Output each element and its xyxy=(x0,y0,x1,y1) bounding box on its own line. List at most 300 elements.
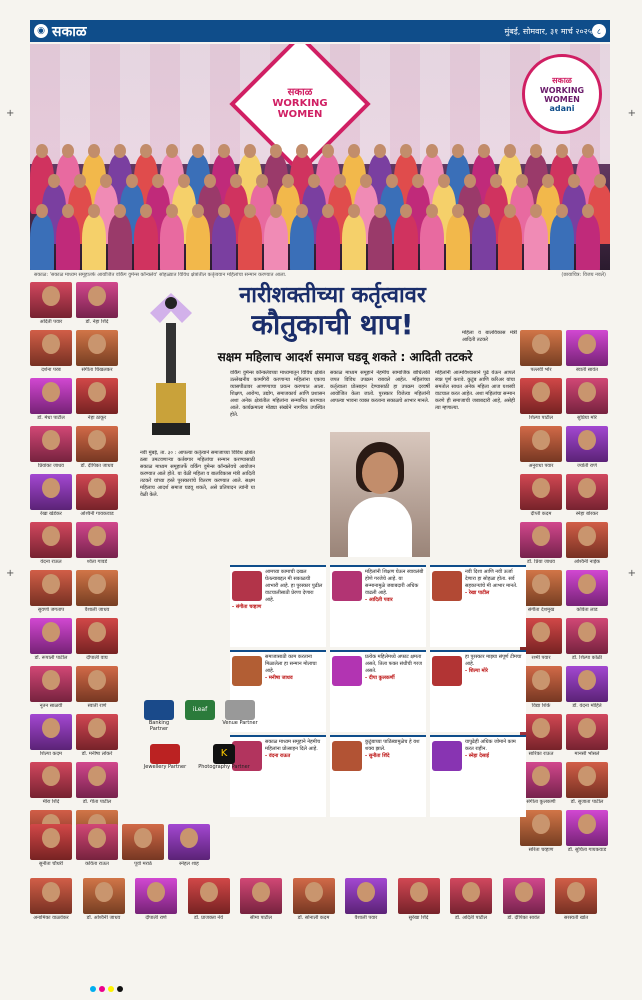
honoree-card xyxy=(76,570,118,613)
honoree-name: डॉ. गीता पाटील xyxy=(82,799,112,805)
hero-photo xyxy=(30,44,610,270)
badge-paper: सकाळ xyxy=(552,76,572,85)
honoree-name: विद्या शिर्के xyxy=(531,703,551,709)
honoree-photo xyxy=(566,618,608,654)
crowd-face xyxy=(348,204,360,218)
crowd-face xyxy=(386,174,398,188)
venue-partner xyxy=(220,700,260,726)
quote-avatar xyxy=(432,571,462,601)
crowd-face xyxy=(140,204,152,218)
minister-photo xyxy=(330,432,430,557)
crowd-face xyxy=(88,144,100,158)
honoree-photo xyxy=(345,878,387,914)
crowd-face xyxy=(140,144,152,158)
honoree-card xyxy=(566,570,608,613)
honoree-photo xyxy=(566,378,608,414)
honoree-card xyxy=(240,878,282,921)
honoree-card xyxy=(566,330,608,373)
quote-text: कुटुंबाच्या पाठिंब्यामुळेच हे यश शक्य झाले. xyxy=(365,739,420,752)
honoree-name: स्नेहल शाह xyxy=(179,861,199,867)
honoree-name: सुवर्णा जगताप xyxy=(37,607,65,613)
main-headline xyxy=(205,283,460,341)
honoree-name: सुनीता चौधरी xyxy=(38,861,64,867)
honoree-card xyxy=(566,618,608,661)
honoree-card xyxy=(76,666,118,709)
honoree-name: नेहा ठाकूर xyxy=(87,415,107,421)
honoree-card xyxy=(520,378,562,421)
honoree-photo xyxy=(76,824,118,860)
crowd-person xyxy=(394,214,418,270)
honoree-photo xyxy=(520,426,562,462)
honoree-card xyxy=(450,878,492,921)
banking-partner-label: Banking Partner xyxy=(148,720,170,732)
honoree-name: रेखा खेडेकर xyxy=(40,511,62,517)
honoree-photo xyxy=(30,570,72,606)
honoree-card xyxy=(566,762,608,805)
honoree-photo xyxy=(566,666,608,702)
honoree-photo xyxy=(503,878,545,914)
quote-author: - संगीता चव्हाण xyxy=(232,604,262,610)
honoree-name: पूर्वा मराठे xyxy=(134,861,152,867)
quote-text: सकाळ माध्यम समूहाने नेहमीच महिलांना प्रोत्साहन दिले आहे. xyxy=(265,739,321,752)
honoree-name: कविता राऊत xyxy=(85,861,109,867)
honoree-card xyxy=(30,666,72,709)
honoree-photo xyxy=(30,714,72,750)
honoree-card xyxy=(566,810,608,853)
banner-line1: सकाळ xyxy=(287,87,313,98)
quote-author: - स्नेहा देसाई xyxy=(465,753,489,759)
crowd-face xyxy=(530,204,542,218)
honoree-name: प्रियांका जाधव xyxy=(38,463,64,469)
body-intro: नवी मुंबई, ता. ३० : आपल्या कर्तृत्वाने समाजाच्या विविध क्षेत्रांत ठसा उमटवणाऱ्या कर्तबगार महिलांचा सन्मान करण्यासाठी सकाळ माध्यम समूहातर्फे वर्किंग वुमेन्स कॉन्क्लेवचे आयोजन करण्यात आले होते. या वेळी महिला व बालविकास मंत्री आदिती तटकरे यांच्या हस्ते पुरस्कारांचे वितरण करण्यात आले. सक्षम महिलाच आदर्श समाज घडवू शकते, असे प्रतिपादन त्यांनी या वेळी केले. xyxy=(140,450,255,498)
crowd-face xyxy=(36,204,48,218)
paper-logo xyxy=(30,22,86,41)
honoree-name: ज्योती राणे xyxy=(577,463,597,469)
honoree-card xyxy=(30,824,72,867)
honoree-name: सरिता चव्हाण xyxy=(528,847,554,853)
crop-mark-right: + xyxy=(627,108,636,119)
honoree-name: दीपाली वाघ xyxy=(86,655,108,661)
crowd-face xyxy=(270,144,282,158)
honoree-name: डॉ. सुचिता गायकवाड xyxy=(567,847,607,853)
banner-line2: WORKING xyxy=(272,98,328,109)
crowd-face xyxy=(166,204,178,218)
honoree-photo xyxy=(135,878,177,914)
crowd-face xyxy=(426,144,438,158)
honoree-card xyxy=(76,522,118,565)
honoree-photo xyxy=(566,570,608,606)
honoree-name: डॉ. मेधा पाटील xyxy=(37,415,65,421)
crowd-face xyxy=(192,204,204,218)
crowd-face xyxy=(400,204,412,218)
photography-partner: K Photography Partner xyxy=(196,744,252,770)
crowd-face xyxy=(296,204,308,218)
honoree-name: शिल्पा कदम xyxy=(39,751,63,757)
quote-text: आमच्या कामाची दखल घेतल्याबद्दल मी सकाळची आभारी आहे. हा पुरस्कार पुढील वाटचालीसाठी प्रेरणा देणारा आहे. xyxy=(265,569,323,603)
body-col2: वर्किंग वुमेन्स कॉन्क्लेवच्या माध्यमातून विविध क्षेत्रांत उल्लेखनीय कामगिरी करणाऱ्या महिलांना एकाच व्यासपीठावर आणण्याचा प्रयत्न करण्यात आला. शिक्षण, आरोग्य, उद्योग, समाजकार्य आणि प्रशासन अशा अनेक क्षेत्रांतील महिलांना सन्मानित करण्यात आले. कार्यक्रमाला मोठ्या संख्येने नागरिक उपस्थित होते. xyxy=(230,370,325,418)
honoree-name: डॉ. शिल्पा कोळी xyxy=(572,655,602,661)
crowd-face xyxy=(556,204,568,218)
honoree-name: डॉ. प्राजक्ता नेवे xyxy=(194,915,223,921)
honoree-name: अनामिका वाळवेकर xyxy=(33,915,69,921)
quote-card xyxy=(330,650,426,732)
honoree-card xyxy=(30,378,72,421)
crowd-face xyxy=(48,174,60,188)
crowd-face xyxy=(334,174,346,188)
honoree-photo xyxy=(76,666,118,702)
venue-partner-label: Venue Partner xyxy=(222,720,258,726)
honoree-photo xyxy=(520,618,562,654)
body-col3: महिलांनी आत्मविश्वासाने पुढे येऊन आपले स्वप्न पूर्ण करावे. कुटुंब आणि करिअर यांचा समतोल साधत अनेक महिला आज यशस्वी वाटचाल करत आहेत. अशा महिलांचा सन्मान करणे ही समाजाची जबाबदारी आहे, असेही त्या म्हणाल्या. xyxy=(435,370,515,411)
honoree-photo xyxy=(76,762,118,798)
crowd-face xyxy=(256,174,268,188)
registration-dots xyxy=(90,986,123,992)
crowd-face xyxy=(504,144,516,158)
crowd-person xyxy=(134,214,158,270)
badge-line1: WORKING xyxy=(539,86,585,95)
honoree-photo xyxy=(555,878,597,914)
honoree-card xyxy=(83,878,125,921)
crowd-face xyxy=(594,174,606,188)
crowd-person xyxy=(524,214,548,270)
crowd-face xyxy=(218,144,230,158)
honoree-name: डॉ. दीपिका सावंत xyxy=(507,915,540,921)
honoree-photo xyxy=(398,878,440,914)
crowd-face xyxy=(516,174,528,188)
honoree-card xyxy=(76,282,118,325)
honoree-name: डॉ. रूपाली पाटील xyxy=(34,655,68,661)
crowd-person xyxy=(264,214,288,270)
honoree-card xyxy=(398,878,440,921)
crowd-face xyxy=(426,204,438,218)
honoree-card xyxy=(30,282,72,325)
crowd-face xyxy=(478,204,490,218)
honoree-card xyxy=(30,330,72,373)
crowd-face xyxy=(244,204,256,218)
crop-mark-right2: + xyxy=(627,568,636,579)
quote-avatar xyxy=(432,656,462,686)
jewellery-partner-label: Jewellery Partner xyxy=(143,764,187,770)
hero-caption xyxy=(30,270,610,280)
honoree-card xyxy=(555,878,597,921)
honoree-photo xyxy=(188,878,230,914)
crowd-face xyxy=(62,204,74,218)
quote-author: - मनीषा जाधव xyxy=(265,675,293,681)
honoree-name: मीरा शिंदे xyxy=(42,799,60,805)
crop-mark-left: + xyxy=(6,108,15,119)
honoree-photo xyxy=(520,522,562,558)
crowd-person xyxy=(186,214,210,270)
honoree-photo xyxy=(30,282,72,318)
honoree-name: सरस्वती खोत xyxy=(563,915,589,921)
honoree-name: शिल्पा पाटील xyxy=(529,415,553,421)
honoree-photo xyxy=(520,570,562,606)
honoree-name: डॉ. सोनाली कदम xyxy=(297,915,330,921)
honoree-card xyxy=(566,474,608,517)
honoree-name: डॉ. अश्विनी जाधव xyxy=(86,915,121,921)
crowd-person xyxy=(342,214,366,270)
honoree-card xyxy=(30,570,72,613)
quote-avatar xyxy=(332,656,362,686)
group-photo xyxy=(30,144,610,270)
crowd-face xyxy=(230,174,242,188)
honoree-name: वैशाली जाधव xyxy=(84,607,110,613)
honoree-name: दर्शना परब xyxy=(41,367,61,373)
honoree-name: दीप्ती कदम xyxy=(530,511,552,517)
honoree-photo xyxy=(240,878,282,914)
honoree-photo xyxy=(30,522,72,558)
honoree-name: पल्लवी भोर xyxy=(530,367,552,373)
crowd-face xyxy=(374,204,386,218)
quote-author: - सुनीता शिंदे xyxy=(365,753,390,759)
honoree-name: दीपाली राणे xyxy=(145,915,167,921)
honoree-card xyxy=(76,378,118,421)
honoree-name: मानसी भोसले xyxy=(574,751,600,757)
crowd-face xyxy=(270,204,282,218)
quote-card xyxy=(230,565,326,647)
honoree-card xyxy=(122,824,164,867)
honoree-photo xyxy=(30,878,72,914)
honoree-card xyxy=(520,570,562,613)
crowd-face xyxy=(114,204,126,218)
honoree-name: सुप्रिया मोरे xyxy=(577,415,597,421)
photo-caption: महिला व बालविकास मंत्री आदिती तटकरे xyxy=(462,330,517,343)
stage-banner xyxy=(264,84,336,120)
quote-author: - दीपा कुलकर्णी xyxy=(365,675,395,681)
crowd-person xyxy=(56,214,80,270)
honoree-photo xyxy=(30,666,72,702)
crowd-face xyxy=(100,174,112,188)
quote-text: समाजासाठी काम करताना मिळालेला हा सन्मान मोलाचा आहे. xyxy=(265,654,317,674)
honoree-photo xyxy=(566,522,608,558)
badge-line2: WOMEN xyxy=(544,95,580,104)
crowd-face xyxy=(308,174,320,188)
quote-text: महिलांनी शिक्षण घेऊन स्वावलंबी होणे गरजेचे आहे. या सन्मानामुळे जबाबदारी अधिक वाढली आहे. xyxy=(365,569,424,596)
crowd-person xyxy=(108,214,132,270)
honoree-name: डॉ. वंदना मोहिते xyxy=(572,703,602,709)
crowd-face xyxy=(322,144,334,158)
crowd-face xyxy=(152,174,164,188)
crowd-face xyxy=(178,174,190,188)
honoree-card xyxy=(520,426,562,469)
honoree-card xyxy=(76,762,118,805)
honoree-card xyxy=(293,878,335,921)
honoree-name: श्वेता गावडे xyxy=(86,559,108,565)
honoree-photo xyxy=(30,762,72,798)
honoree-card xyxy=(566,666,608,709)
honoree-name: अश्विनी नाईक xyxy=(573,559,601,565)
headline-line2: कौतुकाची थाप! xyxy=(251,308,414,341)
ileaf-text: iLeaf xyxy=(185,700,215,720)
subheadline: सक्षम महिलाच आदर्श समाज घडवू शकते : आदिती तटकरे xyxy=(217,350,473,364)
body-col4: सकाळ माध्यम समूहाने नेहमीच सामाजिक बांधिलकी जपत विविध उपक्रम राबवले आहेत. महिलांच्या कर्तृत्वाला प्रोत्साहन देण्यासाठी हा उपक्रम दरवर्षी आयोजित केला जातो. पुरस्कार विजेत्या महिलांनी आपल्या भावना व्यक्त करताना सकाळचे आभार मानले. xyxy=(330,370,430,404)
crowd-face xyxy=(360,174,372,188)
honoree-photo xyxy=(30,330,72,366)
honoree-name: रश्मी पवार xyxy=(531,655,551,661)
photography-partner-label: Photography Partner xyxy=(198,764,250,770)
headline-line1: नारीशक्तीच्या कर्तृत्वावर xyxy=(239,283,426,308)
crowd-face xyxy=(322,204,334,218)
honoree-name: संगीता चिखलकर xyxy=(81,367,113,373)
crowd-face xyxy=(556,144,568,158)
crowd-face xyxy=(62,144,74,158)
honoree-photo xyxy=(76,426,118,462)
honoree-name: वैशाली पवार xyxy=(354,915,378,921)
crowd-face xyxy=(464,174,476,188)
crowd-face xyxy=(114,144,126,158)
crowd-face xyxy=(582,204,594,218)
caption-right: (छायाचित्र: विजय नवले) xyxy=(561,272,606,278)
honoree-name: सीमा पाटील xyxy=(250,915,272,921)
honoree-card xyxy=(520,618,562,661)
crowd-person xyxy=(576,214,600,270)
honoree-card xyxy=(30,618,72,661)
honoree-photo xyxy=(76,282,118,318)
honoree-name: नूतन साळवी xyxy=(39,703,63,709)
bank-partner xyxy=(140,700,178,732)
honoree-photo xyxy=(520,810,562,846)
honoree-photo xyxy=(520,714,562,750)
honoree-photo xyxy=(168,824,210,860)
honoree-card xyxy=(520,714,562,757)
paper-name: सकाळ xyxy=(52,23,87,40)
honoree-photo xyxy=(76,618,118,654)
crowd-face xyxy=(400,144,412,158)
honoree-photo xyxy=(566,426,608,462)
jewellery-partner xyxy=(140,744,190,770)
logo-icon: ◉ xyxy=(34,24,48,38)
quote-author: - रेखा पाटील xyxy=(465,590,490,596)
quote-card xyxy=(430,650,526,732)
honoree-name: डॉ. दीपिका जाधव xyxy=(80,463,114,469)
honoree-photo xyxy=(76,522,118,558)
honoree-card xyxy=(76,824,118,867)
crowd-face xyxy=(490,174,502,188)
caption-left: सकाळ: 'सकाळ माध्यम समूहातर्फे आयोजित वर्किंग वुमेन्स कॉन्क्लेव' सोहळ्यात विविध क्षेत्रांतील कर्तृत्ववान महिलांचा सन्मान करण्यात आला. xyxy=(34,272,287,278)
honoree-photo xyxy=(520,330,562,366)
honoree-photo xyxy=(520,762,562,798)
crowd-face xyxy=(568,174,580,188)
working-women-badge xyxy=(522,54,602,134)
honoree-card xyxy=(566,714,608,757)
honoree-photo xyxy=(566,762,608,798)
quote-text: हा पुरस्कार माझ्या संपूर्ण टीमचा आहे. xyxy=(465,654,522,667)
honoree-card xyxy=(520,522,562,565)
crop-mark-left2: + xyxy=(6,568,15,579)
crowd-face xyxy=(452,204,464,218)
crowd-person xyxy=(238,214,262,270)
honoree-name: डॉ. मनीषा लोकरे xyxy=(81,751,113,757)
crowd-face xyxy=(282,174,294,188)
crowd-face xyxy=(74,174,86,188)
date-line: मुंबई, सोमवार, ३१ मार्च २०२५ xyxy=(504,26,592,36)
crowd-face xyxy=(452,144,464,158)
crowd-face xyxy=(204,174,216,188)
honoree-name: अश्विनी गायकवाड xyxy=(80,511,114,517)
honoree-photo xyxy=(122,824,164,860)
honoree-card xyxy=(345,878,387,921)
crowd-person xyxy=(472,214,496,270)
honoree-card xyxy=(188,878,230,921)
honoree-name: स्नेहा बोरकर xyxy=(575,511,599,517)
quote-author: - वंदना राऊत xyxy=(265,753,291,759)
honoree-photo xyxy=(76,474,118,510)
sponsors-area xyxy=(140,700,260,810)
honoree-photo xyxy=(566,474,608,510)
crowd-person xyxy=(498,214,522,270)
crowd-person xyxy=(212,214,236,270)
crowd-face xyxy=(218,204,230,218)
honoree-photo xyxy=(30,618,72,654)
crowd-person xyxy=(290,214,314,270)
crowd-face xyxy=(374,144,386,158)
crowd-face xyxy=(88,204,100,218)
honoree-name: संगीता कुलकर्णी xyxy=(526,799,556,805)
crowd-face xyxy=(542,174,554,188)
honoree-photo xyxy=(450,878,492,914)
banner-line3: WOMEN xyxy=(277,109,323,120)
honoree-photo xyxy=(566,810,608,846)
page-number: ८ xyxy=(592,24,606,38)
honoree-name: कविता लाड xyxy=(576,607,598,613)
honoree-photo xyxy=(520,666,562,702)
crowd-person xyxy=(446,214,470,270)
honoree-photo xyxy=(30,378,72,414)
honoree-photo xyxy=(30,474,72,510)
crowd-person xyxy=(550,214,574,270)
honoree-name: सारिका राऊत xyxy=(528,751,554,757)
ileaf-logo xyxy=(182,700,218,720)
honoree-card xyxy=(30,714,72,757)
honoree-card xyxy=(566,522,608,565)
quote-avatar xyxy=(232,571,262,601)
honoree-photo xyxy=(76,570,118,606)
honoree-card xyxy=(520,330,562,373)
honoree-photo xyxy=(30,824,72,860)
honoree-name: डॉ. प्रिया जाधव xyxy=(527,559,555,565)
honoree-photo xyxy=(76,378,118,414)
honoree-card xyxy=(520,474,562,517)
honoree-name: डॉ. अदिती पाटील xyxy=(455,915,487,921)
honoree-card xyxy=(30,474,72,517)
crowd-person xyxy=(420,214,444,270)
crowd-face xyxy=(348,144,360,158)
honoree-card xyxy=(520,810,562,853)
crowd-face xyxy=(166,144,178,158)
crowd-face xyxy=(530,144,542,158)
honoree-photo xyxy=(76,714,118,750)
crowd-face xyxy=(296,144,308,158)
honoree-name: स्वाती राणे xyxy=(87,703,107,709)
crowd-face xyxy=(582,144,594,158)
honoree-name: अदिती पवार xyxy=(39,319,63,325)
honoree-card xyxy=(76,618,118,661)
honoree-photo xyxy=(30,426,72,462)
honoree-name: डॉ. नेहा शिंदे xyxy=(85,319,109,325)
quote-text: नवी दिशा आणि नवी ऊर्जा देणारा हा सोहळा होता. सर्व सहकाऱ्यांचे मी आभार मानते. xyxy=(465,569,518,589)
quote-author: - आदिती पवार xyxy=(365,597,393,603)
crowd-face xyxy=(192,144,204,158)
honoree-name: अनुराधा पवार xyxy=(528,463,554,469)
quote-card xyxy=(330,735,426,817)
crowd-person xyxy=(160,214,184,270)
badge-sponsor: adani xyxy=(549,104,575,113)
honoree-card xyxy=(566,426,608,469)
honoree-name: स्वाती सावंत xyxy=(575,367,599,373)
crowd-person xyxy=(82,214,106,270)
quote-card xyxy=(430,565,526,647)
honoree-photo xyxy=(566,330,608,366)
